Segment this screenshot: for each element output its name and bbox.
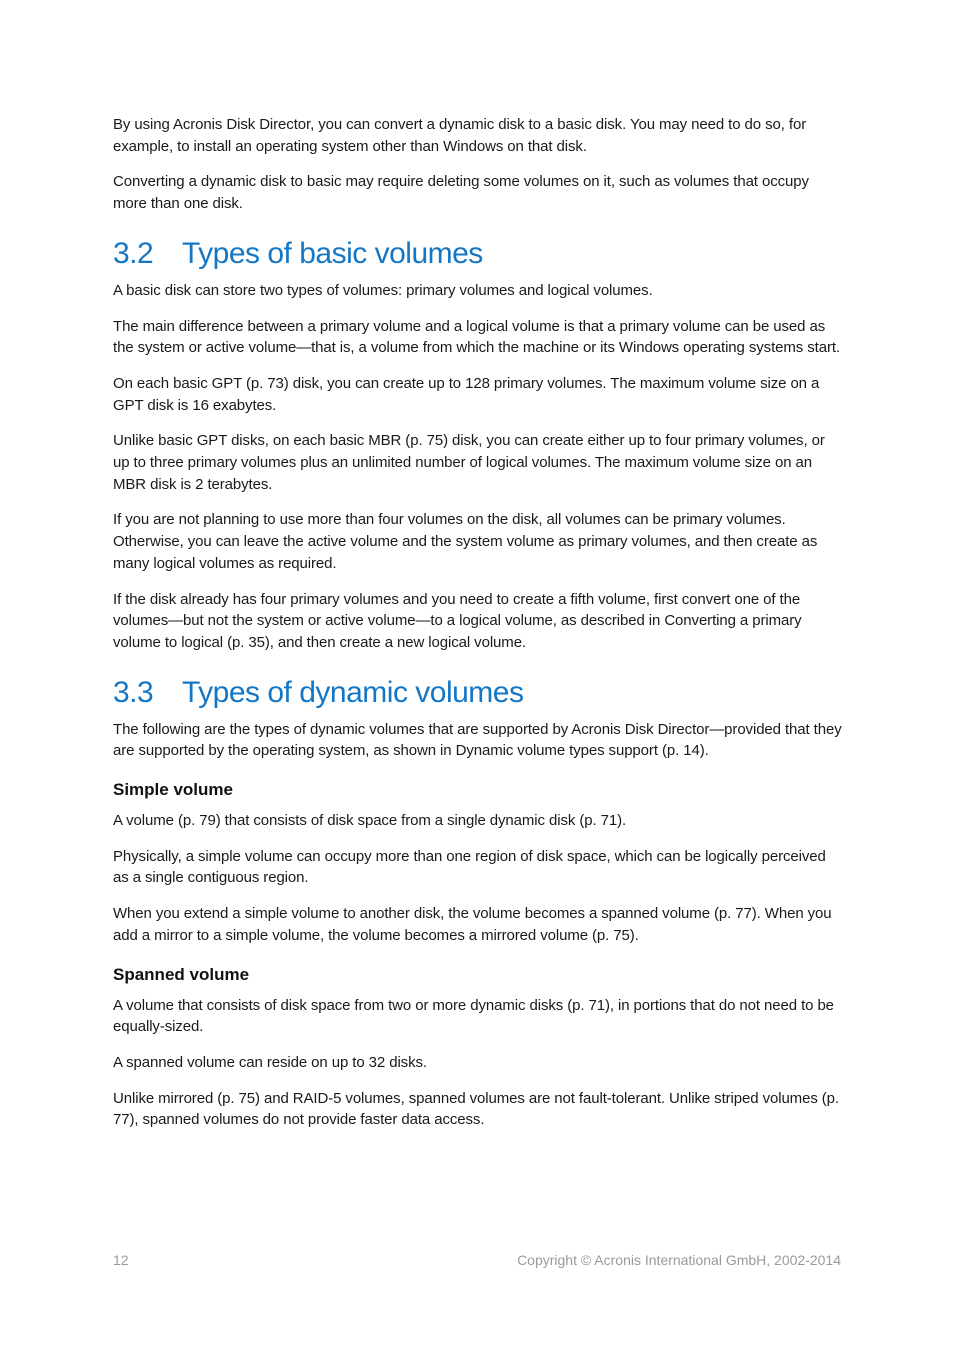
section-title: Types of basic volumes [182, 236, 483, 270]
section-heading-basic-volumes [113, 236, 843, 272]
paragraph: A volume that consists of disk space from two or more dynamic disks (p. 71), in portions that do not need to be equally-sized. [113, 996, 834, 1036]
paragraph: If you are not planning to use more than four volumes on the disk, all volumes can be primary volumes. Otherwise, you can leave the active volume and the system volume as primary volumes, and then create as many logical volumes as required. [113, 511, 818, 572]
paragraph: When you extend a simple volume to another disk, the volume becomes a spanned volume (p. 77). When you add a mirror to a simple volume, the volume becomes a mirrored volume (p. 75). [113, 905, 832, 944]
paragraph: Unlike mirrored (p. 75) and RAID-5 volumes, spanned volumes are not fault-tolerant. Unlike striped volumes (p. 77), spanned volumes do not provide faster data access. [113, 1089, 839, 1129]
paragraph: On each basic GPT (p. 73) disk, you can create up to 128 primary volumes. The maximum volume size on a GPT disk is 16 exabytes. [113, 374, 820, 414]
section-number: 3.2 [113, 236, 154, 270]
subheading-spanned-volume: Spanned volume [113, 964, 250, 984]
paragraph: The following are the types of dynamic volumes that are supported by Acronis Disk Director—provided that they are supported by the operating system, as shown in Dynamic volume types support (p. 14). [113, 720, 842, 760]
page-footer [113, 1252, 841, 1268]
section-number: 3.3 [113, 675, 154, 709]
paragraph: A spanned volume can reside on up to 32 disks. [113, 1053, 427, 1071]
paragraph: A basic disk can store two types of volumes: primary volumes and logical volumes. [113, 281, 653, 299]
copyright-notice: Copyright © Acronis International GmbH, 2002-2014 [517, 1252, 841, 1268]
paragraph: A volume (p. 79) that consists of disk space from a single dynamic disk (p. 71). [113, 812, 627, 830]
paragraph: Physically, a simple volume can occupy more than one region of disk space, which can be logically perceived as a single contiguous region. [113, 847, 826, 887]
page-number: 12 [113, 1252, 129, 1268]
intro-paragraph-2: Converting a dynamic disk to basic may require deleting some volumes on it, such as volumes that occupy more than one disk. [113, 173, 809, 213]
section-heading-dynamic-volumes [113, 675, 843, 711]
paragraph: The main difference between a primary volume and a logical volume is that a primary volume can be used as the system or active volume—that is, a volume from which the machine or its Windows operating systems start. [113, 317, 840, 357]
section-title: Types of dynamic volumes [182, 675, 524, 709]
intro-paragraph-1: By using Acronis Disk Director, you can convert a dynamic disk to a basic disk. You may need to do so, for example, to install an operating system other than Windows on that disk. [113, 116, 807, 155]
paragraph: Unlike basic GPT disks, on each basic MBR (p. 75) disk, you can create either up to four primary volumes, or up to three primary volumes plus an unlimited number of logical volumes. The maximum volume size on an MBR disk is 2 terabytes. [113, 432, 825, 493]
paragraph: If the disk already has four primary volumes and you need to create a fifth volume, first convert one of the volumes—but not the system or active volume—to a logical volume, as described in Converting a primary volume to logical (p. 35), and then create a new logical volume. [113, 590, 802, 651]
subheading-simple-volume: Simple volume [113, 780, 233, 800]
document-body [113, 114, 843, 1145]
